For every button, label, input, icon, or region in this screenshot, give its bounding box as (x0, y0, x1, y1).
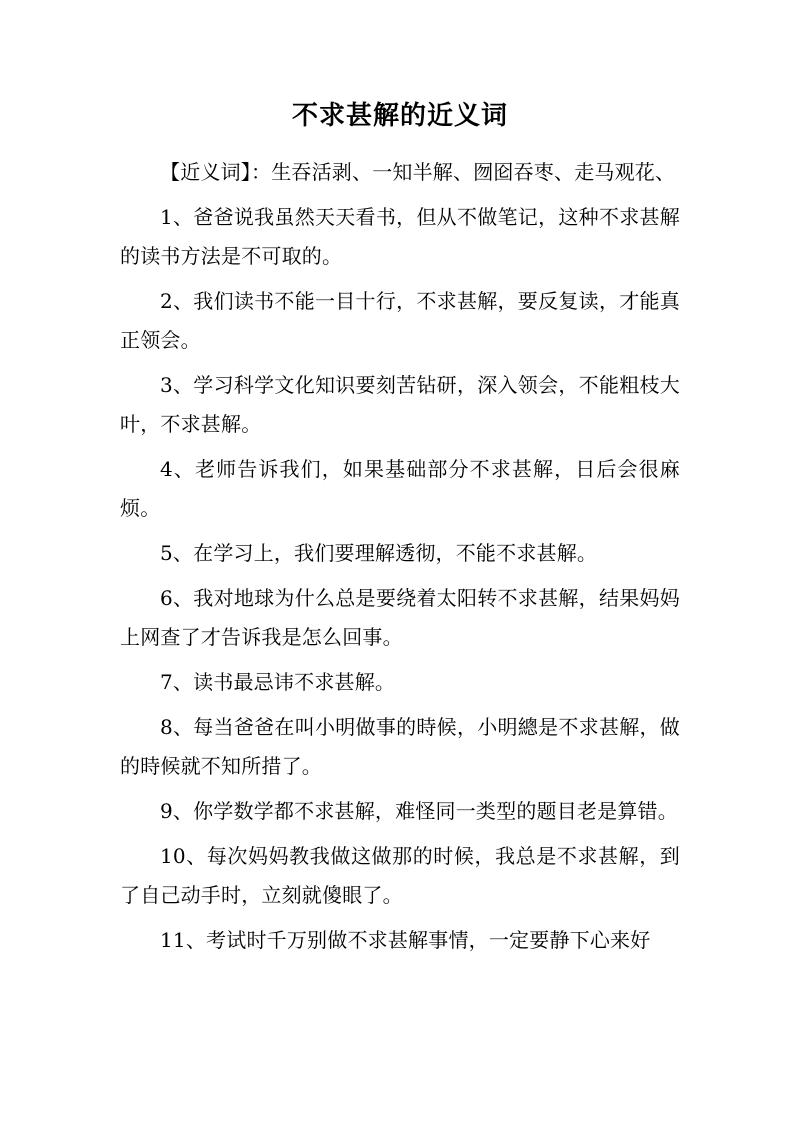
paragraph-example-2: 2、我们读书不能一目十行，不求甚解，要反复读，才能真正领会。 (120, 289, 680, 352)
paragraph-example-3: 3、学习科学文化知识要刻苦钻研，深入领会，不能粗枝大叶，不求甚解。 (120, 373, 680, 436)
paragraph-example-10: 10、每次妈妈教我做这做那的时候，我总是不求甚解，到了自己动手时，立刻就傻眼了。 (120, 844, 680, 907)
paragraph-example-8: 8、每当爸爸在叫小明做事的時候，小明總是不求甚解，做的時候就不知所措了。 (120, 715, 680, 778)
paragraph-example-4: 4、老师告诉我们，如果基础部分不求甚解，日后会很麻烦。 (120, 457, 680, 520)
paragraph-synonyms: 【近义词】：生吞活剥、一知半解、囫囵吞枣、走马观花、 (160, 160, 676, 184)
document-title: 不求甚解的近义词 (291, 101, 508, 131)
paragraph-example-5: 5、在学习上，我们要理解透彻，不能不求甚解。 (160, 541, 598, 565)
paragraph-example-9: 9、你学数学都不求甚解，难怪同一类型的题目老是算错。 (160, 799, 678, 823)
paragraph-example-1: 1、爸爸说我虽然天天看书，但从不做笔记，这种不求甚解的读书方法是不可取的。 (120, 205, 680, 268)
paragraph-example-6: 6、我对地球为什么总是要绕着太阳转不求甚解，结果妈妈上网查了才告诉我是怎么回事。 (120, 586, 680, 649)
paragraph-example-7: 7、读书最忌讳不求甚解。 (160, 670, 396, 694)
document-body (120, 153, 680, 966)
paragraph-example-11: 11、考试时千万别做不求甚解事情，一定要静下心来好 (160, 928, 651, 952)
